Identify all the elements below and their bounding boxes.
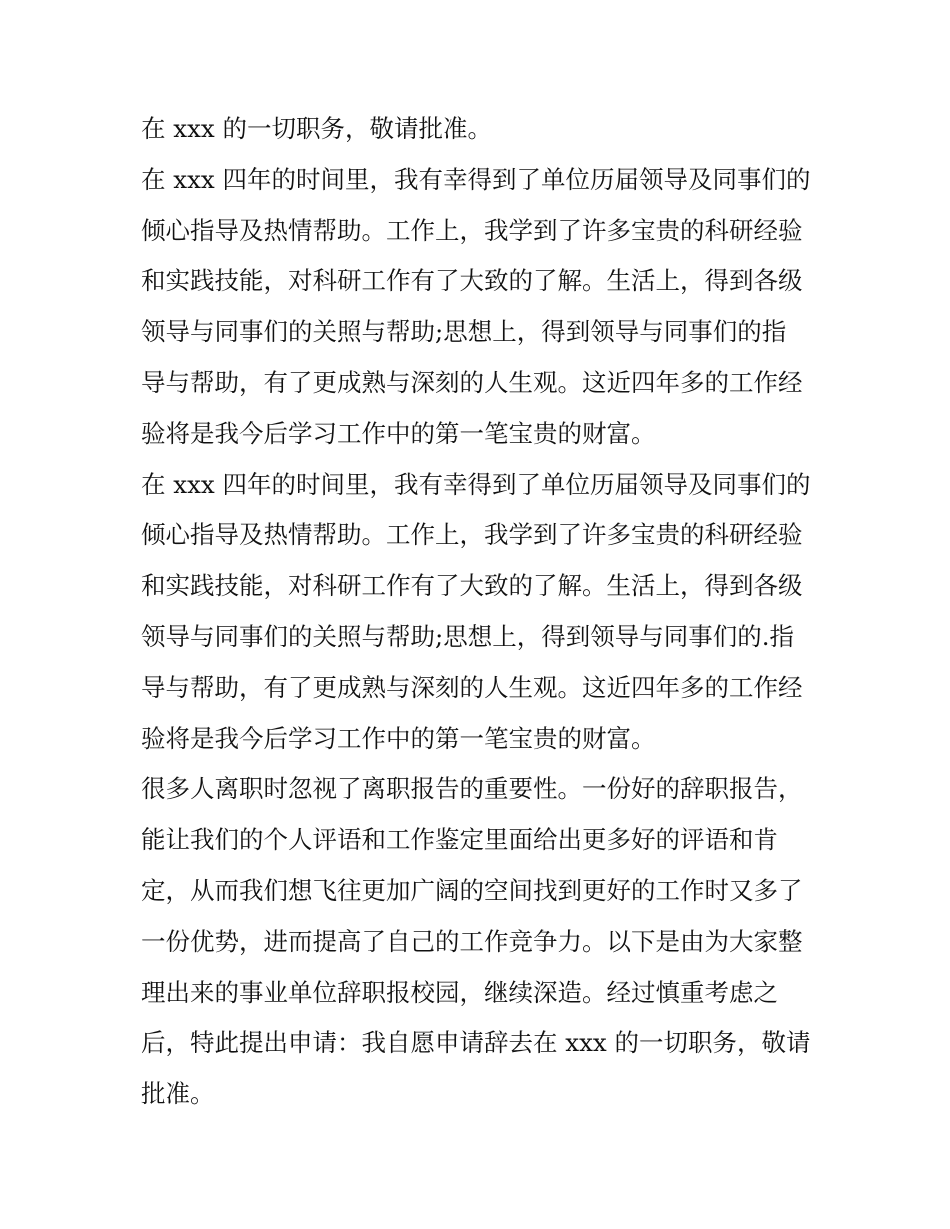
text-line: 在 xxx 的一切职务，敬请批准。 [141, 114, 493, 143]
text-line: 导与帮助，有了更成熟与深刻的人生观。这近四年多的工作经 [141, 672, 803, 702]
text-line: 和实践技能，对科研工作有了大致的了解。生活上，得到各级 [141, 266, 803, 296]
text-line: 领导与同事们的关照与帮助;思想上，得到领导与同事们的.指 [141, 621, 795, 651]
document-body [141, 104, 821, 1120]
text-line: 很多人离职时忽视了离职报告的重要性。一份好的辞职报告， [141, 774, 803, 804]
text-line: 倾心指导及热情帮助。工作上，我学到了许多宝贵的科研经验 [141, 215, 803, 245]
text-line: 领导与同事们的关照与帮助;思想上，得到领导与同事们的指 [141, 317, 787, 347]
text-line: 和实践技能，对科研工作有了大致的了解。生活上，得到各级 [141, 571, 803, 601]
text-line: 定，从而我们想飞往更加广阔的空间找到更好的工作时又多了 [141, 875, 803, 905]
text-line: 一份优势，进而提高了自己的工作竞争力。以下是由为大家整 [141, 926, 803, 956]
text-line: 在 xxx 四年的时间里，我有幸得到了单位历届领导及同事们的 [141, 469, 811, 499]
text-line: 在 xxx 四年的时间里，我有幸得到了单位历届领导及同事们的 [141, 164, 811, 194]
text-line: 能让我们的个人评语和工作鉴定里面给出更多好的评语和肯 [141, 825, 778, 855]
text-line: 导与帮助，有了更成熟与深刻的人生观。这近四年多的工作经 [141, 367, 803, 397]
text-line: 理出来的事业单位辞职报校园，继续深造。经过慎重考虑之 [141, 977, 778, 1007]
text-line: 倾心指导及热情帮助。工作上，我学到了许多宝贵的科研经验 [141, 520, 803, 550]
text-line: 后，特此提出申请：我自愿申请辞去在 xxx 的一切职务，敬请 [141, 1028, 811, 1058]
text-line: 批准。 [141, 1079, 215, 1109]
text-line: 验将是我今后学习工作中的第一笔宝贵的财富。 [141, 723, 656, 753]
text-line: 验将是我今后学习工作中的第一笔宝贵的财富。 [141, 418, 656, 448]
